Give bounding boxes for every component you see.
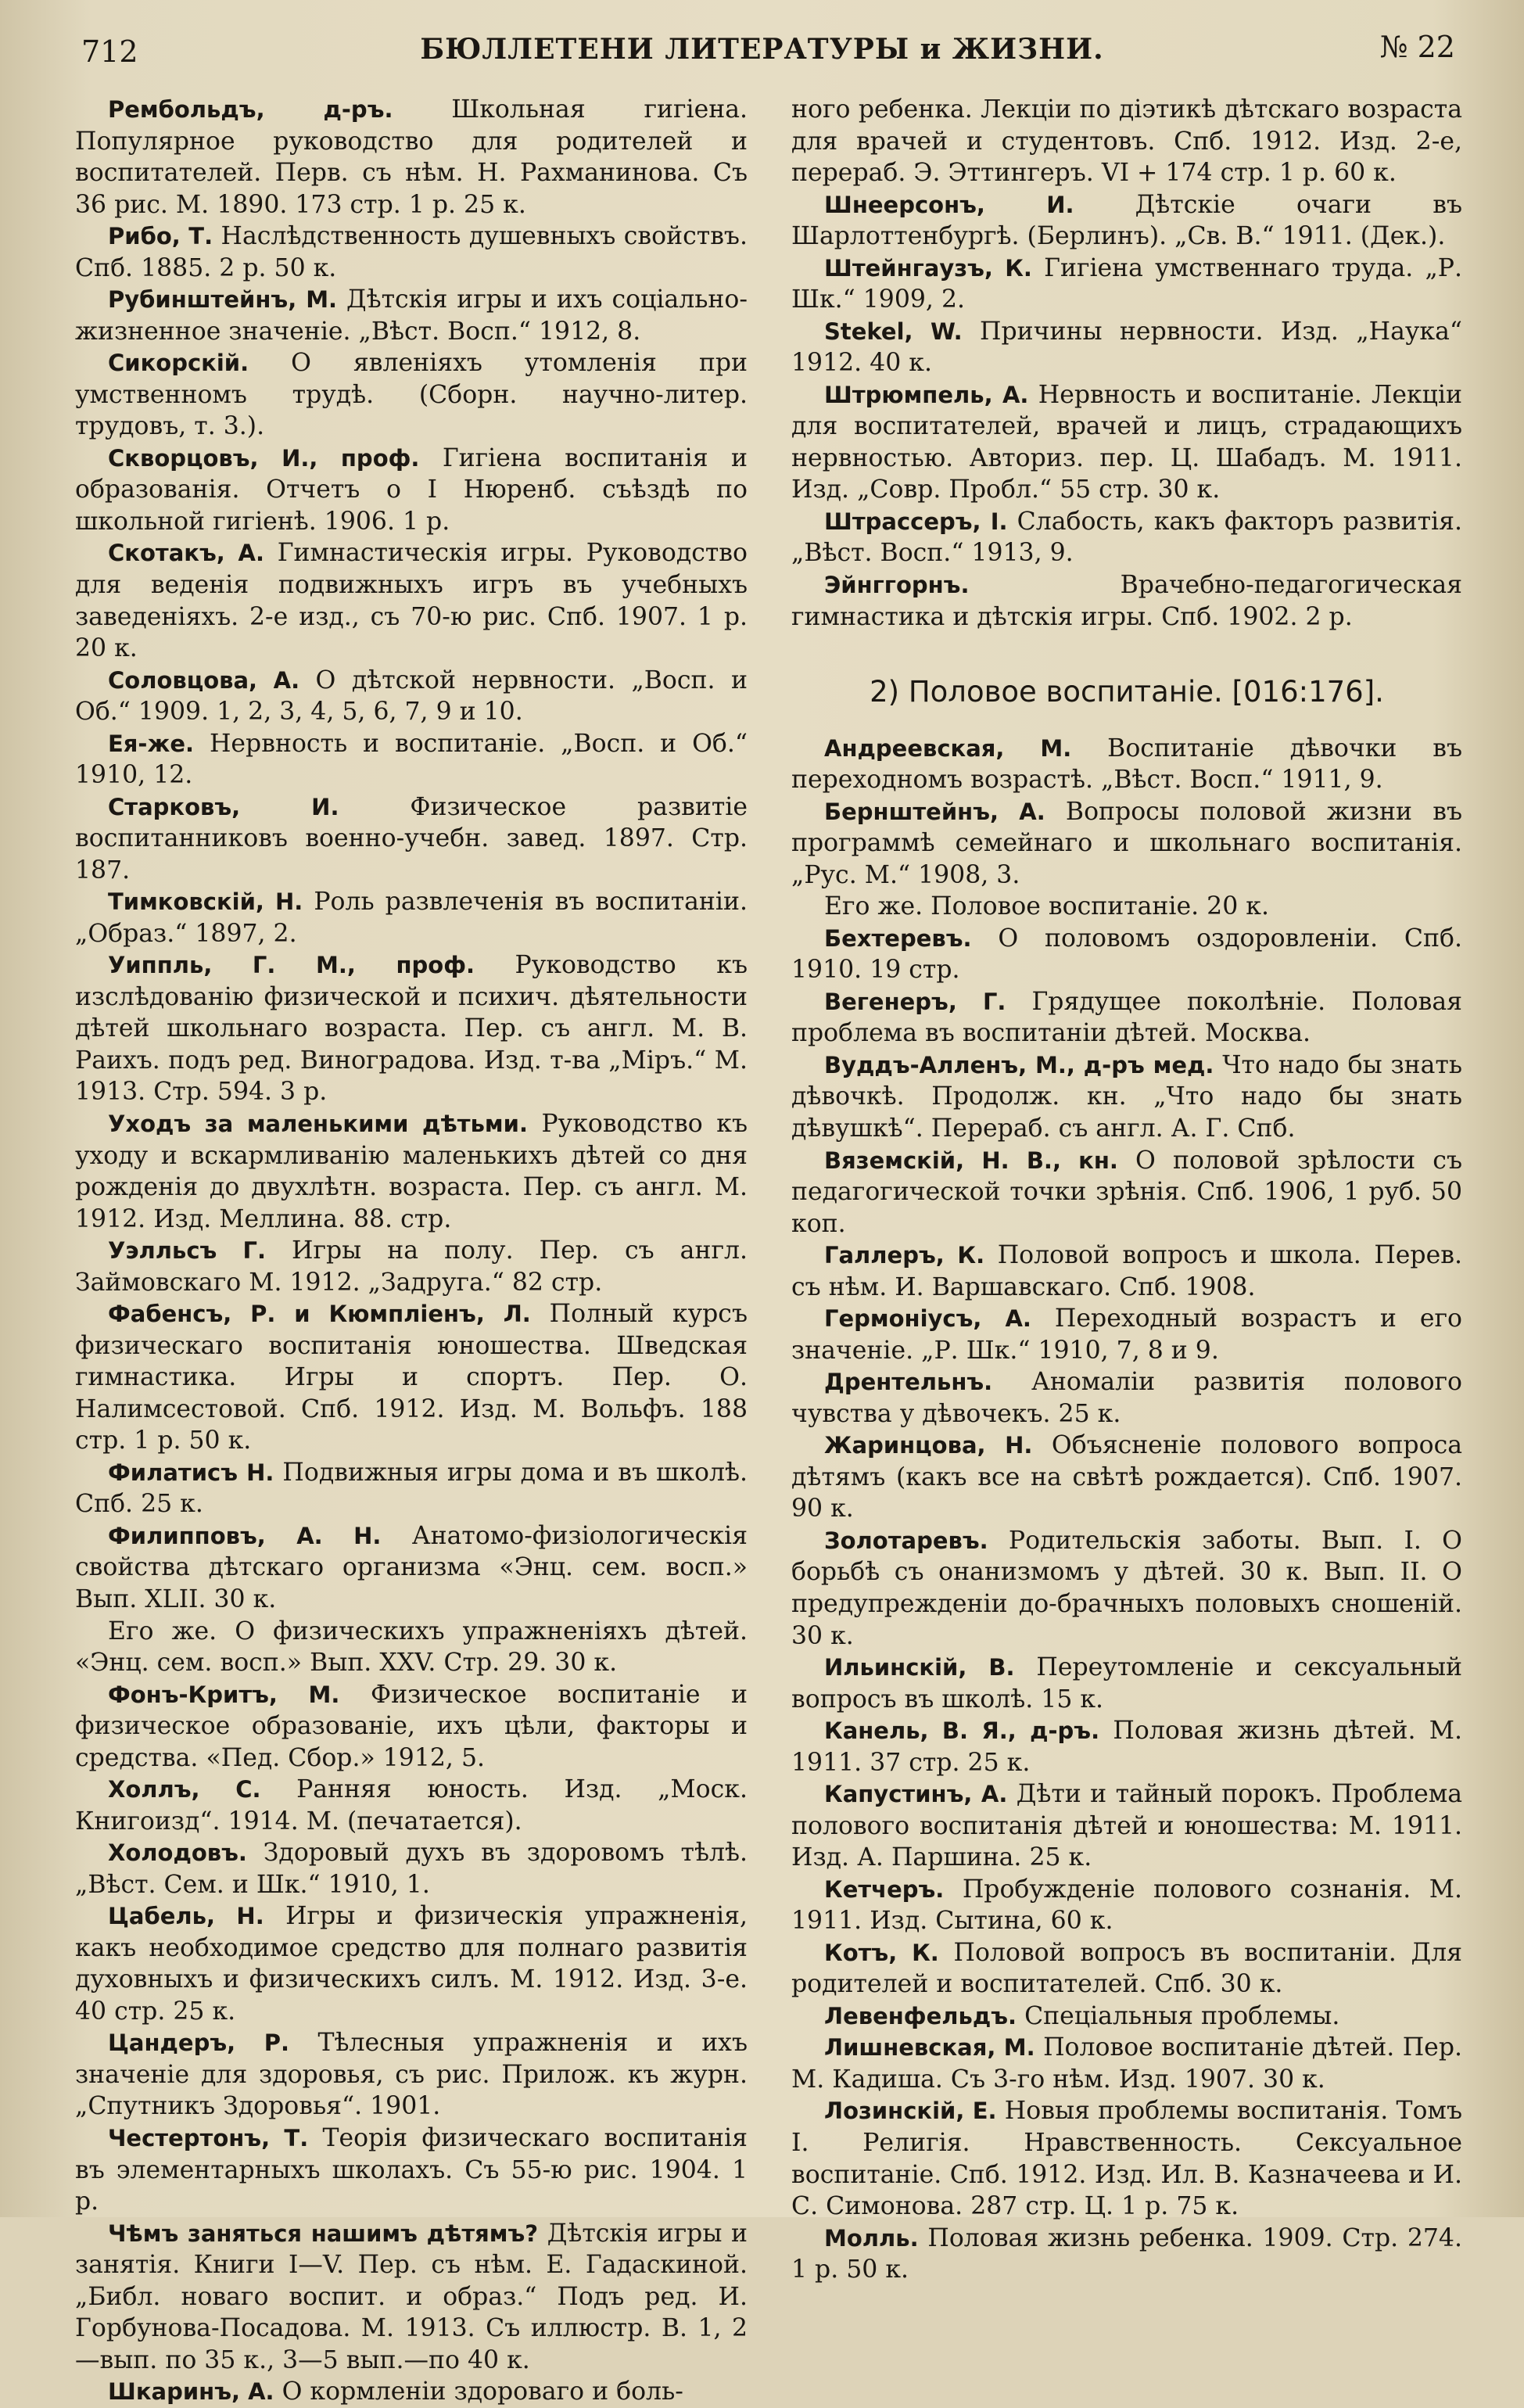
entry-author: Филатисъ Н. bbox=[108, 1459, 274, 1486]
left-column bbox=[75, 94, 748, 2408]
bibliography-entry bbox=[791, 1430, 1462, 1525]
entry-text: Гимнастическія игры. Руководство для веденія подвижныхъ игръ въ учебныхъ заведеніяхъ. 2-е изд., съ 70-ю рис. Спб. 1907. 1 р. 20 к. bbox=[75, 539, 748, 663]
entry-author: Скворцовъ, И., проф. bbox=[108, 444, 420, 472]
bibliography-entry bbox=[791, 1778, 1462, 1874]
entry-text: О кормленіи здороваго и боль- bbox=[274, 2377, 683, 2406]
entry-text: Пробужденіе полового сознанія. М. 1911. Изд. Сытина, 60 к. bbox=[791, 1875, 1462, 1936]
entry-author: Гермоніусъ, А. bbox=[824, 1305, 1031, 1333]
entry-author: Холодовъ. bbox=[108, 1839, 247, 1867]
entry-text: Гигіена воспитанія и образованія. Отчетъ о I Нюренб. съѣздѣ по школьной гигіенѣ. 1906. 1 р. bbox=[75, 443, 748, 536]
entry-text: Руководство къ уходу и вскармливанію маленькихъ дѣтей со дня рожденія до двухлѣтн. возраста. Пер. съ англ. М. 1912. Изд. Меллина. 88. стр. bbox=[75, 1110, 748, 1233]
entry-text: Спеціальныя проблемы. bbox=[1017, 2001, 1340, 2030]
entry-text: Гигіена умственнаго труда. „Р. Шк.“ 1909, 2. bbox=[791, 253, 1462, 314]
entry-author: Вуддъ-Алленъ, М., д-ръ мед. bbox=[824, 1051, 1214, 1078]
entry-author: Скотакъ, А. bbox=[108, 540, 264, 567]
entry-text: Подвижныя игры дома и въ школѣ. Спб. 25 к. bbox=[75, 1458, 748, 1519]
entry-author: Бернштейнъ, А. bbox=[824, 798, 1045, 825]
bibliography-entry bbox=[75, 347, 748, 443]
bibliography-entry bbox=[75, 1900, 748, 2027]
entry-text: О дѣтской нервности. „Восп. и Об.“ 1909. 1, 2, 3, 4, 5, 6, 7, 9 и 10. bbox=[75, 666, 748, 727]
entry-author: Stekel, W. bbox=[824, 318, 963, 345]
entry-text: Что надо бы знать дѣвочкѣ. Продолж. кн. „Что надо бы знать дѣвушкѣ“. Перераб. съ англ. А. Г. Спб. bbox=[791, 1050, 1462, 1143]
running-title: БЮЛЛЕТЕНИ ЛИТЕРАТУРЫ и ЖИЗНИ. bbox=[420, 33, 1104, 66]
bibliography-entry bbox=[791, 506, 1462, 569]
entry-author: Фабенсъ, Р. и Кюмпліенъ, Л. bbox=[108, 1301, 531, 1328]
entry-text: Наслѣдственность душевныхъ свойствъ. Спб. 1885. 2 р. 50 к. bbox=[75, 222, 748, 282]
bibliography-entry bbox=[75, 886, 748, 949]
entries-list bbox=[791, 189, 1462, 633]
entry-text: Слабость, какъ факторъ развитія. „Вѣст. Восп.“ 1913, 9. bbox=[791, 507, 1463, 568]
bibliography-entry bbox=[791, 1366, 1462, 1430]
bibliography-entry bbox=[791, 1652, 1462, 1715]
entry-text: Врачебно-педагогическая гимнастика и дѣтскія игры. Спб. 1902. 2 р. bbox=[791, 570, 1462, 631]
entry-text: Роль развлеченія въ воспитаніи. „Образ.“ 1897, 2. bbox=[75, 888, 748, 948]
entry-text: Объясненіе полового вопроса дѣтямъ (какъ все на свѣтѣ рождается). Спб. 1907. 90 к. bbox=[791, 1431, 1462, 1523]
bibliography-entry bbox=[75, 1298, 748, 1457]
bibliography-entry bbox=[791, 1525, 1462, 1652]
entry-text: Физическое воспитаніе и физическое образованіе, ихъ цѣли, факторы и средства. «Пед. Сбор.» 1912, 5. bbox=[75, 1680, 748, 1772]
bibliography-entry bbox=[791, 986, 1462, 1050]
bibliography-entry bbox=[75, 537, 748, 664]
entry-text: О явленіяхъ утомленія при умственномъ трудѣ. (Сборн. научно-литер. трудовъ, т. 3.). bbox=[75, 349, 748, 441]
bibliography-entry bbox=[75, 221, 748, 284]
entry-text: Дѣти и тайный порокъ. Проблема полового воспитанія дѣтей и юношества: М. 1911. Изд. А. Паршина. 25 к. bbox=[791, 1780, 1462, 1872]
right-column bbox=[791, 94, 1462, 2286]
continued-entry: ного ребенка. Лекціи по діэтикѣ дѣтскаго возраста для врачей и студентовъ. Спб. 1912. Изд. 2-е, перераб. Э. Эттингеръ. VI + 174 стр. 1 р. 60 к. bbox=[791, 95, 1462, 188]
entry-text: Переутомленіе и сексуальный вопросъ въ школѣ. 15 к. bbox=[791, 1653, 1463, 1714]
bibliography-entry bbox=[791, 891, 1462, 923]
entry-text: Переходный возрастъ и его значеніе. „Р. Шк.“ 1910, 7, 8 и 9. bbox=[791, 1304, 1462, 1365]
entry-text: Половая жизнь ребенка. 1909. Стр. 274. 1 р. 50 к. bbox=[791, 2223, 1462, 2284]
entry-text: Грядущее поколѣніе. Половая проблема въ воспитаніи дѣтей. Москва. bbox=[791, 987, 1462, 1048]
bibliography-entry bbox=[791, 923, 1462, 986]
bibliography-entry bbox=[75, 665, 748, 728]
entry-text: Здоровый духъ въ здоровомъ тѣлѣ. „Вѣст. Сем. и Шк.“ 1910, 1. bbox=[75, 1839, 748, 1899]
entry-author: Ея-же. bbox=[108, 730, 195, 757]
entry-author: Бехтеревъ. bbox=[824, 924, 972, 952]
entry-text: Руководство къ изслѣдованію физической и психич. дѣятельности дѣтей школьнаго возраста. Пер. съ англ. М. В. Раихъ. подъ ред. Виноградова. Изд. т-ва „Міръ.“ М. 1913. Стр. 594. 3 р. bbox=[75, 951, 748, 1107]
bibliography-entry bbox=[791, 569, 1462, 633]
entry-author: Штрюмпель, А. bbox=[824, 381, 1029, 408]
entry-text: Полный курсъ физическаго воспитанія юношества. Шведская гимнастика. Игры и спортъ. Пер. О. Налимсестовой. Спб. 1912. Изд. М. Вольфъ. 188 стр. 1 р. 50 к. bbox=[75, 1300, 748, 1455]
entry-text: О половомъ оздоровленіи. Спб. 1910. 19 стр. bbox=[791, 924, 1462, 985]
entry-author: Эйнггорнъ. bbox=[824, 571, 970, 598]
bibliography-entry bbox=[791, 1937, 1462, 2001]
entry-text: Дѣтскія игры и занятія. Книги I—V. Пер. съ нѣм. Е. Гадаскиной. „Библ. новаго воспит. и образ.“ Подъ ред. И. Горбунова-Посадова. М. 1913. Съ иллюстр. В. 1, 2—вып. по 35 к., 3—5 вып.—по 40 к. bbox=[75, 2219, 748, 2374]
entry-author: Штейнгаузъ, К. bbox=[824, 254, 1032, 282]
bibliography-entry bbox=[75, 1616, 748, 1679]
section-heading: 2) Половое воспитаніе. [016:176]. bbox=[870, 675, 1384, 709]
entry-text: Воспитаніе дѣвочки въ переходномъ возрастѣ. „Вѣст. Восп.“ 1911, 9. bbox=[791, 734, 1462, 795]
bibliography-entry bbox=[791, 2095, 1462, 2222]
entry-text: Школьная гигіена. Популярное руководство для родителей и воспитателей. Перв. съ нѣм. Н. Рахманинова. Съ 36 рис. М. 1890. 173 стр. 1 р. 25 к. bbox=[75, 95, 748, 219]
bibliography-entry bbox=[791, 253, 1462, 316]
bibliography-entry bbox=[791, 1303, 1462, 1366]
bibliography-entry bbox=[791, 733, 1462, 796]
bibliography-entry bbox=[791, 379, 1462, 506]
entry-author: Тимковскій, Н. bbox=[108, 888, 303, 916]
entry-text: Дѣтскія игры и ихъ соціально-жизненное значеніе. „Вѣст. Восп.“ 1912, 8. bbox=[75, 285, 748, 346]
entry-text: Новыя проблемы воспитанія. Томъ I. Религія. Нравственность. Сексуальное воспитаніе. Спб. 1912. Изд. Ил. В. Казначеева и И. С. Симонова. 287 стр. Ц. 1 р. 75 к. bbox=[791, 2097, 1462, 2221]
issue-number: № 22 bbox=[1379, 30, 1455, 64]
entry-author: Штрассеръ, I. bbox=[824, 508, 1008, 535]
entry-text: Нервность и воспитаніе. Лекціи для воспитателей, врачей и лицъ, страдающихъ нервностью. Авториз. пер. Ц. Шабадъ. М. 1911. Изд. „Совр. Пробл.“ 55 стр. 30 к. bbox=[791, 380, 1462, 504]
entry-text: Родительскія заботы. Вып. I. О борьбѣ съ онанизмомъ у дѣтей. 30 к. Вып. II. О предупрежденіи до-брачныхъ половыхъ сношеній. 30 к. bbox=[791, 1526, 1462, 1650]
entry-author: Чѣмъ заняться нашимъ дѣтямъ? bbox=[108, 2220, 539, 2247]
entry-author: Канель, В. Я., д-ръ. bbox=[824, 1717, 1100, 1745]
entry-author: Цандеръ, Р. bbox=[108, 2029, 290, 2057]
entry-author: Вегенеръ, Г. bbox=[824, 988, 1006, 1015]
bibliography-entry bbox=[75, 2027, 748, 2123]
entry-author: Ильинскій, В. bbox=[824, 1654, 1015, 1681]
bibliography-entry bbox=[75, 1837, 748, 1900]
entry-text: Половая жизнь дѣтей. М. 1911. 37 стр. 25 к. bbox=[791, 1717, 1462, 1777]
entry-text: Игры и физическія упражненія, какъ необходимое средство для полнаго развитія духовныхъ и физическихъ силъ. М. 1912. Изд. 3-е. 40 стр. 25 к. bbox=[75, 1902, 748, 2026]
entry-text: Тѣлесныя упражненія и ихъ значеніе для здоровья, съ рис. Прилож. къ журн. „Спутникъ Здоровья“. 1901. bbox=[75, 2029, 748, 2121]
bibliography-entry bbox=[791, 2223, 1462, 2286]
entry-text: Половой вопросъ и школа. Перев. съ нѣм. И. Варшавскаго. Спб. 1908. bbox=[791, 1241, 1462, 1301]
bibliography-entry bbox=[75, 2218, 748, 2377]
entry-author: Уэлльсъ Г. bbox=[108, 1237, 266, 1265]
bibliography-entry bbox=[75, 1520, 748, 1616]
entry-author: Шнеерсонъ, И. bbox=[824, 191, 1074, 218]
entry-author: Вяземскій, Н. В., кн. bbox=[824, 1147, 1118, 1174]
entry-author: Сикорскій. bbox=[108, 350, 249, 377]
bibliography-entry bbox=[791, 189, 1462, 253]
entry-author: Уиппль, Г. М., проф. bbox=[108, 952, 475, 979]
bibliography-entry bbox=[75, 443, 748, 538]
entry-author: Молль. bbox=[824, 2224, 919, 2252]
entry-author: Цабель, Н. bbox=[108, 1903, 264, 1930]
page-header bbox=[0, 23, 1524, 70]
entry-author: Левенфельдъ. bbox=[824, 2002, 1017, 2029]
entry-author: Шкаринъ, А. bbox=[108, 2378, 274, 2406]
entries-list bbox=[791, 733, 1462, 2286]
entry-author: Старковъ, И. bbox=[108, 793, 339, 820]
bibliography-entry bbox=[791, 1715, 1462, 1778]
bibliography-entry bbox=[791, 796, 1462, 892]
bibliography-entry bbox=[791, 2032, 1462, 2095]
entry-author: Жаринцова, Н. bbox=[824, 1432, 1033, 1459]
bibliography-entry bbox=[791, 316, 1462, 379]
entry-text: Игры на полу. Пер. съ англ. Займовскаго М. 1912. „Задруга.“ 82 стр. bbox=[75, 1236, 748, 1297]
entry-text: Физическое развитіе воспитанниковъ военно-учебн. завед. 1897. Стр. 187. bbox=[75, 792, 748, 885]
bibliography-entry bbox=[791, 2001, 1462, 2033]
bibliography-entry bbox=[75, 791, 748, 887]
entry-author: Лозинскій, Е. bbox=[824, 2098, 997, 2125]
entry-author: Рембольдъ, д-ръ. bbox=[108, 96, 393, 123]
entry-author: Рибо, Т. bbox=[108, 223, 213, 250]
entry-text: Дѣтскіе очаги въ Шарлоттенбургѣ. (Берлинъ). „Св. В.“ 1911. (Дек.). bbox=[791, 190, 1462, 251]
entry-text: Теорія физическаго воспитанія въ элементарныхъ школахъ. Съ 55-ю рис. 1904. 1 р. bbox=[75, 2124, 748, 2216]
bibliography-entry bbox=[791, 1874, 1462, 1937]
entry-author: Котъ, К. bbox=[824, 1939, 939, 1966]
entry-author: Фонъ-Критъ, М. bbox=[108, 1681, 340, 1708]
entry-author: Лишневская, М. bbox=[824, 2034, 1035, 2062]
bibliography-entry bbox=[791, 1050, 1462, 1145]
entry-text: Ранняя юность. Изд. „Моск. Книгоизд“. 1914. М. (печатается). bbox=[75, 1775, 748, 1836]
entry-author: Капустинъ, А. bbox=[824, 1781, 1008, 1808]
bibliography-entry bbox=[75, 284, 748, 347]
entry-text: Вопросы половой жизни въ программѣ семейнаго и школьнаго воспитанія. „Рус. М.“ 1908, 3. bbox=[791, 797, 1462, 889]
entry-text: Аномаліи развитія полового чувства у дѣвочекъ. 25 к. bbox=[791, 1368, 1462, 1428]
entry-text: Половое воспитаніе дѣтей. Пер. М. Кадиша. Съ 3-го нѣм. Изд. 1907. 30 к. bbox=[791, 2033, 1462, 2094]
entry-author: Филипповъ, А. Н. bbox=[108, 1522, 382, 1549]
page-number: 712 bbox=[81, 34, 138, 69]
entry-text: Причины нервности. Изд. „Наука“ 1912. 40 к. bbox=[791, 317, 1462, 378]
entry-author: Холлъ, С. bbox=[108, 1776, 261, 1803]
entry-author: Честертонъ, Т. bbox=[108, 2125, 309, 2151]
entry-text: Его же. О физическихъ упражненіяхъ дѣтей. «Энц. сем. восп.» Вып. XXV. Стр. 29. 30 к. bbox=[75, 1617, 748, 1678]
entry-author: Галлеръ, К. bbox=[824, 1242, 985, 1269]
bibliography-entry bbox=[75, 1235, 748, 1298]
bibliography-entry bbox=[75, 2376, 748, 2408]
entry-author: Уходъ за маленькими дѣтьми. bbox=[108, 1111, 528, 1137]
bibliography-entry bbox=[75, 1108, 748, 1235]
bibliography-entry bbox=[75, 1457, 748, 1520]
bibliography-entry bbox=[75, 1679, 748, 1775]
entry-text: Анатомо-физіологическія свойства дѣтскаго организма «Энц. сем. восп.» Вып. XLII. 30 к. bbox=[75, 1521, 748, 1613]
bibliography-entry bbox=[791, 1145, 1462, 1240]
entry-author: Соловцова, А. bbox=[108, 666, 300, 694]
bibliography-entry bbox=[75, 2123, 748, 2218]
entry-author: Рубинштейнъ, М. bbox=[108, 286, 338, 314]
entry-text: Нервность и воспитаніе. „Восп. и Об.“ 1910, 12. bbox=[75, 729, 748, 790]
entry-author: Кетчеръ. bbox=[824, 1875, 945, 1903]
entry-text: Половой вопросъ въ воспитаніи. Для родителей и воспитателей. Спб. 30 к. bbox=[791, 1938, 1462, 1999]
entry-author: Золотаревъ. bbox=[824, 1527, 988, 1554]
bibliography-entry bbox=[75, 1774, 748, 1837]
entry-author: Андреевская, М. bbox=[824, 734, 1072, 762]
bibliography-entry bbox=[75, 949, 748, 1108]
entry-text: Его же. Половое воспитаніе. 20 к. bbox=[824, 892, 1269, 921]
entry-author: Дрентельнъ. bbox=[824, 1369, 993, 1396]
bibliography-entry bbox=[75, 728, 748, 791]
bibliography-entry bbox=[75, 94, 748, 221]
entry-text: О половой зрѣлости съ педагогической точки зрѣнія. Спб. 1906, 1 руб. 50 коп. bbox=[791, 1146, 1462, 1238]
bibliography-entry bbox=[791, 1240, 1462, 1303]
